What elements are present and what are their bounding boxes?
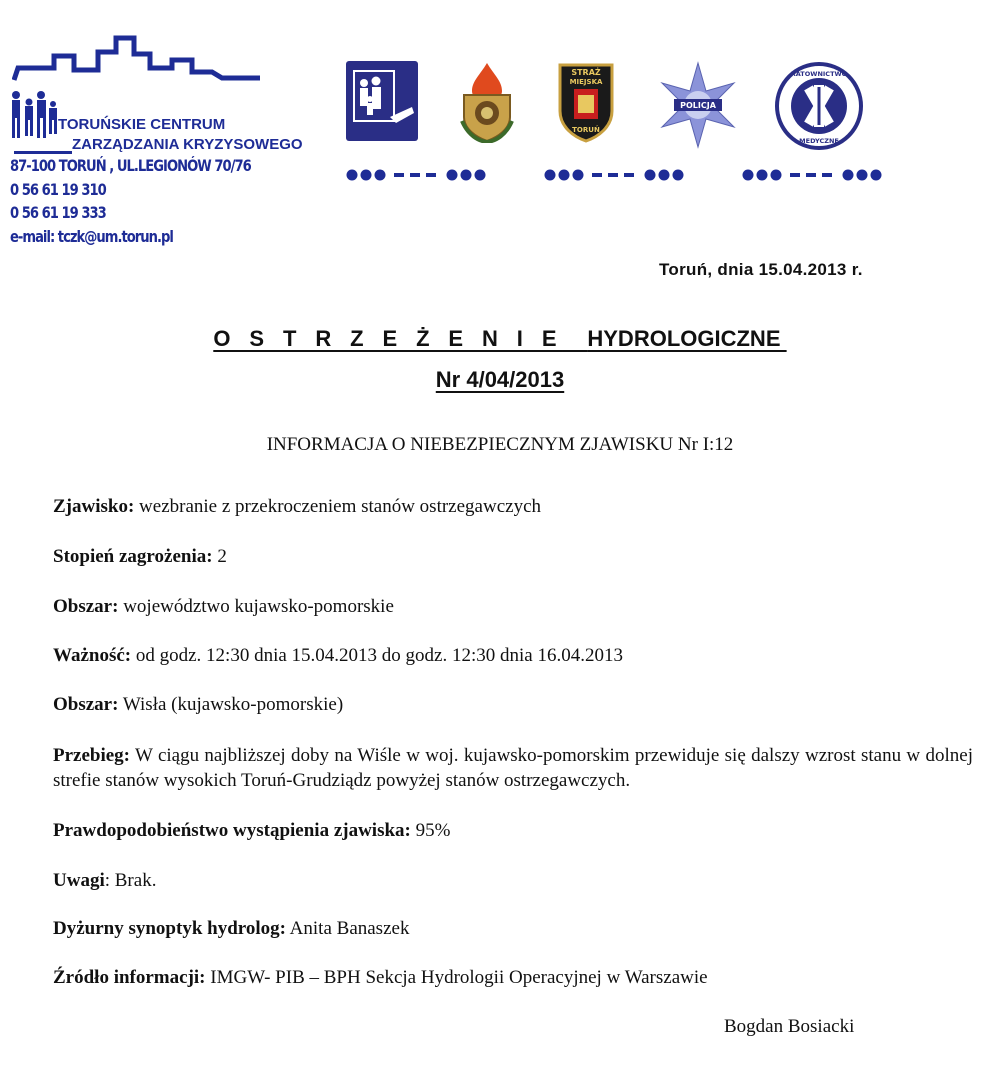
field-value: Wisła (kujawsko-pomorskie) — [118, 694, 344, 715]
family-figures-icon — [10, 90, 58, 142]
family-protection-icon — [346, 61, 418, 141]
field-area — [53, 596, 394, 618]
field-label: Obszar: — [53, 694, 119, 715]
svg-text:MEDYCZNE: MEDYCZNE — [799, 137, 839, 145]
field-source — [53, 967, 708, 989]
separator-dots-2 — [544, 166, 692, 184]
medical-rescue-icon — [774, 61, 864, 151]
org-phone-2: 0 56 61 19 333 — [10, 203, 106, 222]
document-number: Nr 4/04/2013 — [435, 367, 565, 392]
field-probability — [53, 820, 450, 842]
svg-text:POLICJA: POLICJA — [680, 101, 716, 110]
document-title — [0, 326, 1000, 352]
police-star-icon — [654, 61, 742, 149]
field-value: IMGW- PIB – BPH Sekcja Hydrologii Operacyjnej w Warszawie — [205, 967, 708, 988]
city-skyline-logo — [12, 34, 264, 90]
field-value: Anita Banaszek — [285, 918, 410, 939]
field-remarks — [53, 870, 156, 892]
field-value: : Brak. — [104, 870, 157, 891]
signature: Bogdan Bosiacki — [724, 1016, 855, 1037]
field-value: od godz. 12:30 dnia 15.04.2013 do godz. 12:30 dnia 16.04.2013 — [131, 645, 623, 666]
field-label: Uwagi — [53, 870, 105, 891]
org-email: e-mail: tczk@um.torun.pl — [10, 227, 173, 246]
fire-brigade-emblem-icon — [452, 61, 522, 143]
field-phenomenon — [53, 496, 541, 518]
field-course — [53, 743, 973, 793]
field-label: Przebieg: — [53, 745, 131, 766]
field-value: województwo kujawsko-pomorskie — [118, 596, 394, 617]
field-value: wezbranie z przekroczeniem stanów ostrzegawczych — [134, 496, 541, 517]
org-address: 87-100 TORUŃ , UL.LEGIONÓW 70/76 — [10, 156, 251, 175]
info-heading: INFORMACJA O NIEBEZPIECZNYM ZJAWISKU Nr I:12 — [266, 434, 734, 455]
field-label: Stopień zagrożenia: — [53, 546, 213, 567]
org-name-line1: TORUŃSKIE CENTRUM — [58, 116, 226, 133]
title-word-1: O S T R Z E Ż E N I E — [213, 326, 563, 351]
svg-text:TORUŃ: TORUŃ — [572, 126, 600, 134]
field-label: Ważność: — [53, 645, 132, 666]
field-threat-level — [53, 546, 227, 568]
field-label: Zjawisko: — [53, 496, 135, 517]
org-phone-1: 0 56 61 19 310 — [10, 180, 106, 199]
org-name-line2: ZARZĄDZANIA KRYZYSOWEGO — [72, 136, 303, 153]
separator-dots-1 — [346, 166, 494, 184]
field-area-river — [53, 694, 343, 716]
document-date: Toruń, dnia 15.04.2013 r. — [659, 260, 863, 279]
field-label: Dyżurny synoptyk hydrolog: — [53, 918, 286, 939]
svg-text:STRAŻ: STRAŻ — [571, 68, 601, 77]
field-value: 95% — [410, 820, 451, 841]
svg-text:MIEJSKA: MIEJSKA — [569, 78, 603, 86]
title-word-2: HYDROLOGICZNE — [587, 326, 781, 351]
svg-text:RATOWNICTWO: RATOWNICTWO — [790, 70, 848, 78]
city-guard-badge-icon — [554, 61, 618, 143]
field-label: Obszar: — [53, 596, 119, 617]
field-label: Prawdopodobieństwo wystąpienia zjawiska: — [53, 820, 411, 841]
separator-dots-3 — [742, 166, 890, 184]
field-label: Źródło informacji: — [53, 967, 206, 988]
field-validity — [53, 645, 623, 667]
field-value: W ciągu najbliższej doby na Wiśle w woj. kujawsko-pomorskim przewiduje się dalszy wzrost stanu w dolnej strefie stanów wysokich Toruń-Grudziądz powyżej stanów ostrzegawczych. — [53, 745, 973, 791]
org-name-underline — [14, 151, 72, 154]
field-hydrologist — [53, 918, 409, 940]
field-value: 2 — [212, 546, 227, 567]
